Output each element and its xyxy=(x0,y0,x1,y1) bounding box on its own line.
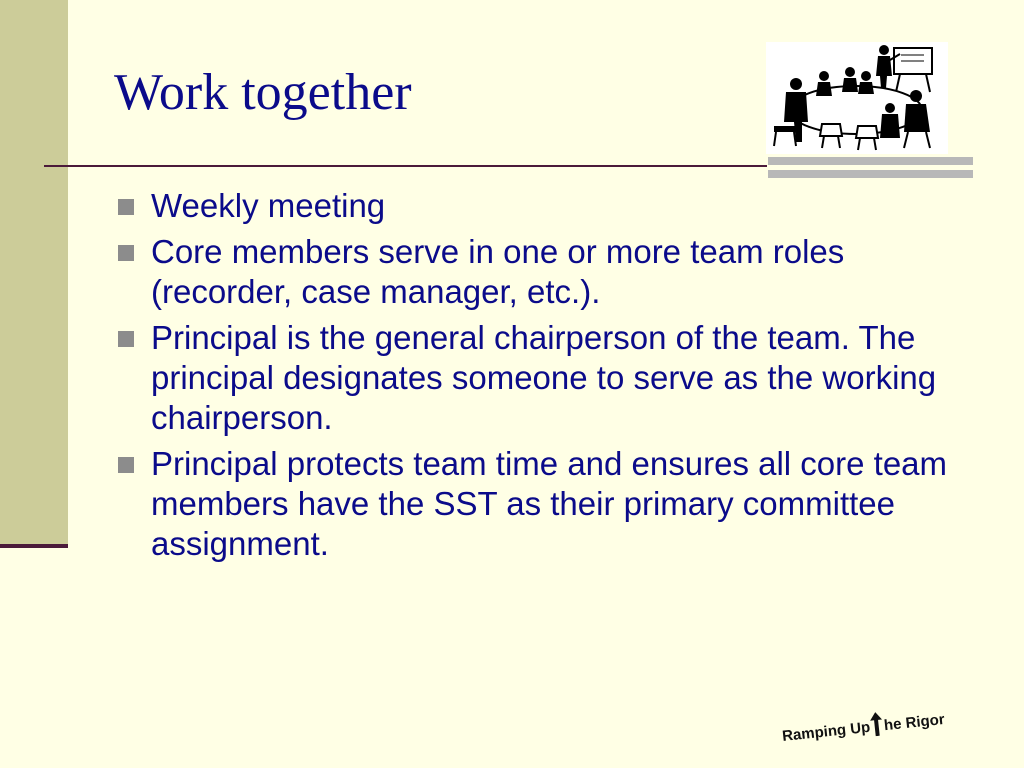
bullet-item xyxy=(114,444,954,564)
square-bullet-icon xyxy=(118,245,134,261)
footer-logo-text-after: he Rigor xyxy=(883,710,946,735)
bullet-item xyxy=(114,232,954,312)
bullet-list xyxy=(114,186,954,570)
bullet-text: Principal is the general chairperson of the team. The principal designates someone to serve as the working chairperson. xyxy=(151,319,937,436)
bullet-text: Weekly meeting xyxy=(151,187,386,224)
left-accent-band xyxy=(0,0,68,547)
decorative-bar-top xyxy=(768,157,973,165)
team-meeting-icon xyxy=(766,42,948,154)
bullet-text: Core members serve in one or more team roles (recorder, case manager, etc.). xyxy=(151,233,845,310)
footer-logo xyxy=(780,696,953,754)
square-bullet-icon xyxy=(118,199,134,215)
square-bullet-icon xyxy=(118,457,134,473)
footer-logo-text-before: Ramping Up xyxy=(781,718,872,745)
bullet-item xyxy=(114,186,954,226)
bullet-item xyxy=(114,318,954,438)
title-divider xyxy=(44,165,767,167)
up-arrow-icon xyxy=(870,711,884,736)
square-bullet-icon xyxy=(118,331,134,347)
left-accent-rule xyxy=(0,544,68,548)
slide-title: Work together xyxy=(114,64,412,121)
decorative-bar-bottom xyxy=(768,170,973,178)
bullet-text: Principal protects team time and ensures all core team members have the SST as their primary committee assignment. xyxy=(151,445,948,562)
